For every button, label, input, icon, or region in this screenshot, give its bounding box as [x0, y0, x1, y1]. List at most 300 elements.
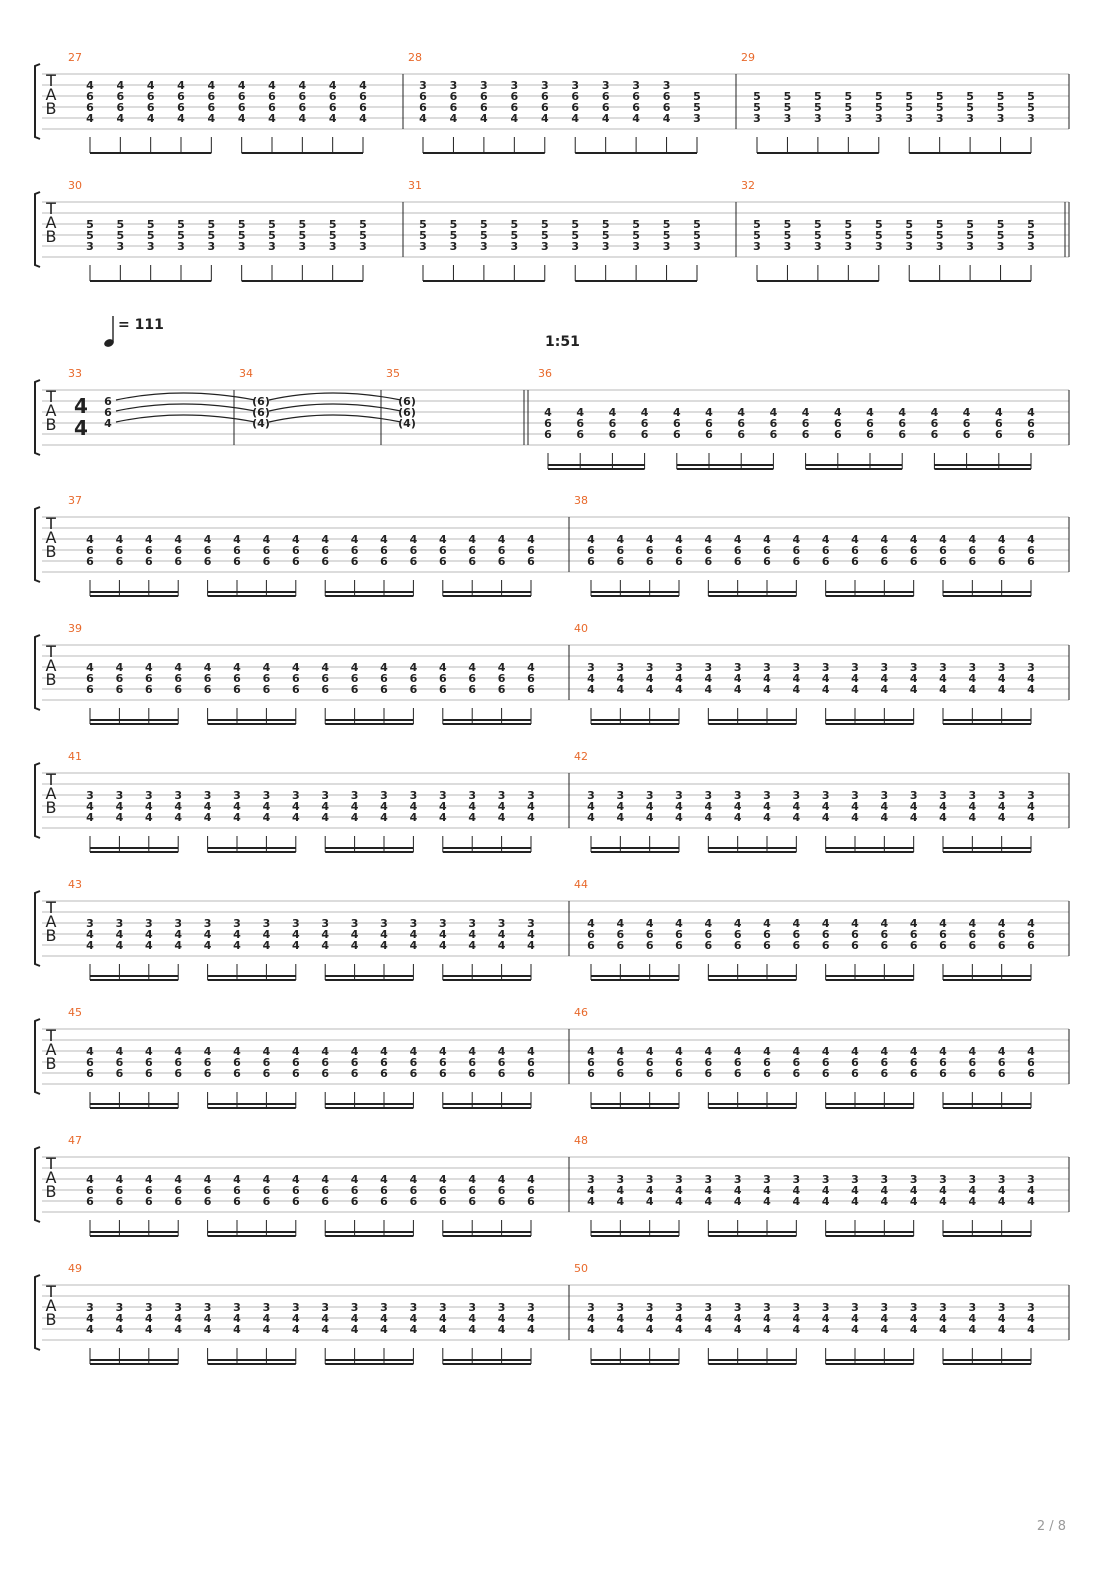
fret-number: 6: [203, 1184, 212, 1197]
fret-number: 5: [601, 229, 610, 242]
fret-number: 6: [968, 928, 977, 941]
fret-number: 4: [497, 928, 506, 941]
fret-number: 6: [675, 1056, 683, 1069]
fret-number: 5: [814, 101, 822, 114]
fret-number: 4: [880, 1184, 889, 1197]
fret-number: 4: [851, 1195, 859, 1208]
fret-number: 4: [675, 683, 683, 696]
fret-number: 4: [880, 1323, 889, 1336]
fret-number: 4: [821, 1195, 830, 1208]
fret-number: 4: [733, 800, 742, 813]
fret-number: 6: [438, 1184, 447, 1197]
fret-number: 3: [996, 112, 1005, 125]
fret-number: 4: [86, 79, 94, 92]
fret-number: 6: [409, 1195, 418, 1208]
fret-number: 4: [821, 1312, 830, 1325]
fret-number: 6: [174, 544, 183, 557]
fret-number: 5: [116, 229, 125, 242]
fret-number: 4: [144, 1173, 153, 1186]
fret-number: 5: [328, 229, 337, 242]
fret-number: 4: [350, 533, 359, 546]
tab-clef-letter: A: [45, 656, 57, 675]
fret-number: 4: [268, 79, 276, 92]
staff-system: [35, 51, 1069, 153]
fret-number: 5: [783, 218, 792, 231]
fret-number: 4: [909, 1195, 918, 1208]
fret-number: 4: [909, 800, 918, 813]
fret-number: 5: [905, 90, 914, 103]
fret-number: 4: [262, 811, 271, 824]
fret-number: 4: [1027, 1323, 1035, 1336]
fret-number: 4: [792, 800, 801, 813]
system-bracket: [35, 64, 40, 139]
fret-number: 4: [645, 1045, 654, 1058]
fret-number: 6: [675, 1067, 683, 1080]
fret-number: 6: [587, 544, 595, 557]
measure-number: 44: [574, 878, 588, 891]
fret-number: 4: [1027, 683, 1035, 696]
system-bracket: [35, 635, 40, 710]
fret-number: 6: [880, 1067, 889, 1080]
fret-number: 4: [763, 800, 771, 813]
fret-number: 6: [350, 555, 359, 568]
fret-number: 4: [763, 1045, 771, 1058]
fret-number: 6: [851, 1056, 859, 1069]
fret-number: 6: [146, 90, 155, 103]
fret-number: 6: [438, 1056, 447, 1069]
fret-number: 3: [359, 240, 367, 253]
fret-number: 6: [203, 1067, 212, 1080]
fret-number: 4: [104, 417, 112, 430]
fret-number: 6: [801, 417, 810, 430]
fret-number: 4: [174, 811, 183, 824]
fret-number: 6: [262, 555, 271, 568]
fret-number: 4: [291, 1045, 300, 1058]
fret-number: 6: [821, 1056, 830, 1069]
tab-clef-letter: A: [45, 784, 57, 803]
fret-number: 3: [645, 789, 654, 802]
fret-number: 5: [935, 218, 944, 231]
fret-number: 5: [207, 218, 216, 231]
fret-number: 3: [350, 1301, 359, 1314]
fret-number: 4: [968, 1045, 977, 1058]
fret-number: 4: [997, 1312, 1006, 1325]
measure-number: 43: [68, 878, 82, 891]
fret-number: 3: [409, 789, 418, 802]
quarter-note-icon: [100, 314, 118, 350]
fret-number: 6: [144, 1195, 153, 1208]
fret-number: 6: [144, 1067, 153, 1080]
fret-number: 4: [438, 800, 447, 813]
fret-number: 5: [814, 229, 822, 242]
fret-number: 4: [350, 811, 359, 824]
fret-number: 3: [571, 240, 580, 253]
tab-clef-letter: A: [45, 1296, 57, 1315]
fret-number: 5: [419, 218, 427, 231]
fret-number: 4: [1027, 1184, 1035, 1197]
fret-number: 6: [672, 417, 681, 430]
fret-number: 4: [321, 800, 330, 813]
fret-number: 6: [962, 428, 971, 441]
fret-number: 6: [527, 1195, 535, 1208]
fret-number: 4: [350, 1045, 359, 1058]
fret-number: 4: [909, 1045, 918, 1058]
fret-number: 4: [821, 1045, 830, 1058]
fret-number: 4: [291, 939, 300, 952]
fret-number: 4: [177, 112, 185, 125]
fret-number: 4: [116, 79, 125, 92]
fret-number: 3: [753, 240, 761, 253]
fret-number: 4: [704, 533, 713, 546]
fret-number: 6: [704, 928, 713, 941]
fret-number: 4: [419, 112, 427, 125]
fret-number: 4: [262, 661, 271, 674]
fret-number: 3: [497, 917, 506, 930]
fret-number: 3: [792, 1301, 801, 1314]
fret-number: 6: [833, 428, 842, 441]
fret-number: 6: [851, 555, 859, 568]
fret-number: 4: [821, 917, 830, 930]
tab-clef-letter: B: [45, 798, 57, 817]
fret-number: 6: [997, 1056, 1006, 1069]
fret-number: 6: [449, 101, 458, 114]
fret-number: 4: [438, 1323, 447, 1336]
fret-number: 5: [693, 90, 701, 103]
fret-number: 6: [409, 555, 418, 568]
fret-number: 4: [497, 533, 506, 546]
fret-number: 6: [1027, 928, 1035, 941]
fret-number: 6: [177, 101, 185, 114]
fret-number: 4: [792, 917, 801, 930]
fret-number: 6: [616, 939, 625, 952]
fret-number: 4: [86, 533, 94, 546]
fret-number: 6: [704, 544, 713, 557]
fret-number: 3: [792, 789, 801, 802]
fret-number: 5: [632, 218, 640, 231]
fret-number: 4: [497, 939, 506, 952]
fret-number: 4: [763, 1312, 771, 1325]
fret-number: 4: [291, 800, 300, 813]
fret-number: 4: [968, 683, 977, 696]
fret-number: 6: [880, 939, 889, 952]
fret-number: 6: [962, 417, 971, 430]
measure-number: 37: [68, 494, 82, 507]
fret-number: 6: [737, 428, 746, 441]
fret-number: 6: [866, 428, 874, 441]
fret-number: 3: [935, 112, 944, 125]
fret-number: 6: [616, 544, 625, 557]
fret-number: 4: [645, 1184, 654, 1197]
fret-number: 4: [997, 1045, 1006, 1058]
fret-number: 4: [86, 939, 94, 952]
fret-number: 6: [144, 544, 153, 557]
fret-number: 6: [468, 1184, 477, 1197]
fret-number: 6: [1027, 939, 1035, 952]
fret-number: 6: [321, 1184, 330, 1197]
fret-number: 6: [608, 428, 617, 441]
fret-number: 6: [115, 1195, 124, 1208]
fret-number: 6: [705, 428, 713, 441]
fret-number: 6: [733, 1056, 742, 1069]
fret-number: 4: [968, 1184, 977, 1197]
fret-number: 6: [601, 101, 610, 114]
fret-number: 6: [115, 1067, 124, 1080]
fret-number: 4: [733, 1312, 742, 1325]
fret-number: 3: [174, 1301, 183, 1314]
fret-number: 4: [880, 672, 889, 685]
fret-number: 4: [792, 811, 801, 824]
fret-number: 3: [905, 112, 914, 125]
staff-system: [35, 1262, 1069, 1364]
fret-number: 3: [380, 1301, 388, 1314]
staff-system: [35, 367, 1069, 469]
fret-number: 4: [733, 533, 742, 546]
fret-number: 4: [851, 683, 859, 696]
fret-number: 6: [350, 544, 359, 557]
fret-number: 4: [438, 1312, 447, 1325]
fret-number: 6: [438, 672, 447, 685]
fret-number: 4: [291, 1323, 300, 1336]
fret-number: 4: [645, 1323, 654, 1336]
fret-number: 3: [449, 240, 458, 253]
fret-number: 4: [438, 939, 447, 952]
fret-number: 3: [115, 1301, 124, 1314]
fret-number: 6: [291, 1056, 300, 1069]
fret-number: 3: [409, 1301, 418, 1314]
fret-number: 4: [144, 661, 153, 674]
fret-number: 3: [880, 661, 889, 674]
fret-number: 4: [801, 406, 810, 419]
fret-number: 6: [233, 1067, 241, 1080]
fret-number: 3: [262, 1301, 271, 1314]
fret-number: 6: [763, 1056, 771, 1069]
fret-number: 4: [527, 1173, 535, 1186]
fret-number: 4: [733, 1184, 742, 1197]
fret-number: 4: [704, 1184, 713, 1197]
fret-number: 5: [359, 218, 367, 231]
measure-number: 45: [68, 1006, 82, 1019]
fret-number: 3: [783, 240, 792, 253]
fret-number: 4: [733, 811, 742, 824]
fret-number: 4: [704, 811, 713, 824]
fret-number: 3: [783, 112, 792, 125]
fret-number: 4: [298, 112, 307, 125]
system-bracket: [35, 1275, 40, 1350]
fret-number: 4: [144, 811, 153, 824]
fret-number: 4: [233, 1312, 241, 1325]
fret-number: 6: [733, 928, 742, 941]
fret-number: 4: [86, 1323, 94, 1336]
fret-number: 4: [968, 811, 977, 824]
fret-number: 3: [844, 112, 853, 125]
fret-number: 4: [409, 1323, 418, 1336]
fret-number: 4: [144, 1323, 153, 1336]
fret-number: 5: [905, 229, 914, 242]
fret-number: 6: [662, 101, 671, 114]
fret-number: 5: [814, 90, 822, 103]
fret-number: 3: [419, 240, 427, 253]
fret-number: 3: [851, 661, 859, 674]
fret-number: 4: [997, 917, 1006, 930]
fret-number: 6: [86, 1195, 94, 1208]
fret-number: 6: [328, 101, 337, 114]
fret-number: 6: [380, 683, 388, 696]
fret-number: 3: [662, 240, 671, 253]
fret-number: 4: [438, 1045, 447, 1058]
fret-number: 6: [792, 1067, 801, 1080]
fret-number: 6: [527, 1067, 535, 1080]
fret-number: 4: [262, 1323, 271, 1336]
fret-number: 5: [510, 229, 519, 242]
fret-number: 6: [675, 928, 683, 941]
fret-number: 6: [321, 555, 330, 568]
fret-number: 4: [675, 917, 683, 930]
fret-number: 6: [792, 928, 801, 941]
fret-number: 3: [939, 1301, 947, 1314]
tab-clef-letter: B: [45, 1310, 57, 1329]
tab-clef-letter: T: [46, 1026, 56, 1045]
fret-number: 4: [328, 79, 337, 92]
fret-number: 3: [86, 917, 94, 930]
fret-number: 4: [321, 1173, 330, 1186]
fret-number: 4: [763, 672, 771, 685]
fret-number: 4: [645, 683, 654, 696]
fret-number: 6: [409, 1056, 418, 1069]
fret-number: 6: [821, 928, 830, 941]
fret-number: 4: [86, 1173, 94, 1186]
fret-number: 4: [616, 1045, 625, 1058]
fret-number: 4: [675, 1045, 683, 1058]
fret-number: 5: [996, 229, 1005, 242]
fret-number: 3: [905, 240, 914, 253]
fret-number: 4: [298, 79, 307, 92]
fret-number: 3: [874, 240, 883, 253]
fret-number: 4: [380, 811, 388, 824]
fret-number: 6: [576, 428, 585, 441]
measure-number: 42: [574, 750, 588, 763]
fret-number: 6: [587, 1067, 595, 1080]
fret-number: 4: [640, 406, 649, 419]
fret-number: 5: [966, 90, 974, 103]
fret-number: 3: [587, 1173, 595, 1186]
fret-number: 4: [880, 683, 889, 696]
fret-number: 4: [733, 672, 742, 685]
fret-number: 3: [203, 789, 212, 802]
fret-number: 3: [763, 1301, 771, 1314]
fret-number: 4: [174, 800, 183, 813]
fret-number: 5: [1027, 218, 1035, 231]
fret-number: 3: [675, 1173, 683, 1186]
fret-number: 3: [540, 240, 549, 253]
fret-number: 4: [909, 1184, 918, 1197]
fret-number: 4: [233, 1173, 241, 1186]
fret-number: 6: [237, 101, 246, 114]
fret-number: 4: [328, 112, 337, 125]
fret-number: 4: [144, 533, 153, 546]
staff-system: [35, 494, 1069, 596]
fret-number: 6: [645, 555, 654, 568]
fret-number: 6: [821, 939, 830, 952]
fret-number: 3: [468, 789, 477, 802]
fret-number: 3: [939, 789, 947, 802]
fret-number: 4: [350, 800, 359, 813]
fret-number: 4: [939, 1312, 947, 1325]
fret-number: 5: [237, 218, 246, 231]
fret-number: 3: [468, 917, 477, 930]
fret-number: 4: [939, 1323, 947, 1336]
fret-number: 3: [527, 789, 535, 802]
fret-number: 6: [939, 1067, 947, 1080]
fret-number: 6: [544, 417, 552, 430]
fret-number: 6: [821, 1067, 830, 1080]
fret-number: 5: [449, 218, 458, 231]
fret-number: 4: [380, 1045, 388, 1058]
fret-number: 4: [821, 1184, 830, 1197]
fret-number: 3: [844, 240, 853, 253]
fret-number: 4: [468, 811, 477, 824]
fret-number: 6: [359, 101, 367, 114]
fret-number: 3: [1027, 789, 1035, 802]
fret-number: 6: [233, 555, 241, 568]
fret-number: 3: [115, 917, 124, 930]
fret-number: 4: [675, 672, 683, 685]
fret-number: 4: [262, 1173, 271, 1186]
system-bracket: [35, 763, 40, 838]
fret-number: 3: [438, 1301, 447, 1314]
fret-number: 5: [844, 101, 853, 114]
measure-number: 31: [408, 179, 422, 192]
fret-number: 4: [763, 1184, 771, 1197]
fret-number: 4: [203, 533, 212, 546]
fret-number: 4: [527, 533, 535, 546]
fret-number: 4: [359, 79, 367, 92]
fret-number: 4: [880, 811, 889, 824]
fret-number: 4: [880, 1045, 889, 1058]
fret-number: 6: [645, 928, 654, 941]
fret-number: 3: [116, 240, 125, 253]
fret-number: 4: [268, 112, 276, 125]
fret-number: 6: [233, 1195, 241, 1208]
fret-number: 4: [86, 661, 94, 674]
fret-number: 3: [146, 240, 155, 253]
fret-number: 6: [675, 939, 683, 952]
fret-number: 6: [994, 428, 1003, 441]
fret-number: 4: [587, 1195, 595, 1208]
fret-number: 4: [116, 112, 125, 125]
fret-number: 6: [1027, 1056, 1035, 1069]
tab-clef-letter: B: [45, 415, 57, 434]
fret-number: 6: [763, 939, 771, 952]
fret-number: 4: [866, 406, 874, 419]
fret-number: 4: [115, 939, 124, 952]
fret-number: 4: [851, 811, 859, 824]
fret-number: 3: [997, 1173, 1006, 1186]
fret-number: 4: [207, 112, 216, 125]
fret-number: 6: [851, 544, 859, 557]
fret-number: 4: [571, 112, 580, 125]
fret-number: 4: [616, 1195, 625, 1208]
fret-number: 3: [733, 789, 742, 802]
fret-number: 4: [1027, 800, 1035, 813]
fret-number: 6: [291, 1195, 300, 1208]
fret-number: 4: [350, 939, 359, 952]
fret-number: 6: [350, 1184, 359, 1197]
fret-number: 4: [675, 800, 683, 813]
fret-number: 4: [497, 1045, 506, 1058]
fret-number: 4: [968, 917, 977, 930]
fret-number: 6: [880, 928, 889, 941]
fret-number: 3: [909, 1173, 918, 1186]
